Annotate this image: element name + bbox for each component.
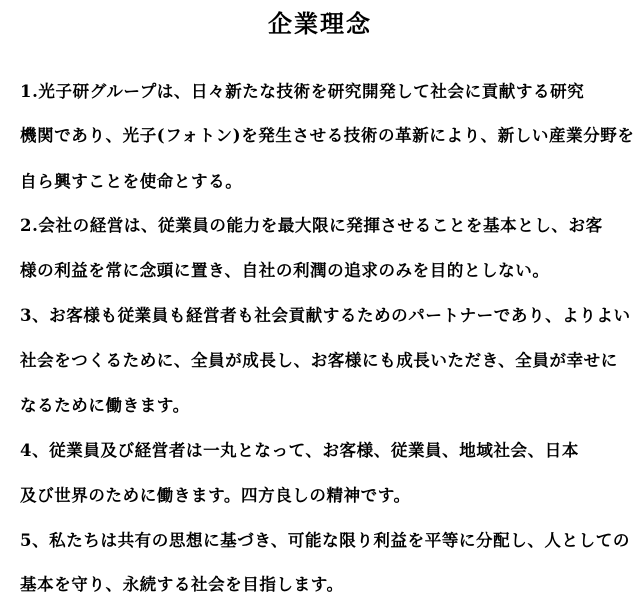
principle-5-line-2: 基本を守り、永続する社会を目指します。 xyxy=(20,575,344,594)
document-title: 企業理念 xyxy=(268,9,372,38)
principle-3-line-3: なるために働きます。 xyxy=(20,396,190,415)
principle-3-line-2: 社会をつくるために、全員が成長し、お客様にも成長いただき、全員が幸せに xyxy=(20,351,618,370)
principle-2-line-1: 2.会社の経営は、従業員の能力を最大限に発揮させることを基本とし、お客 xyxy=(20,216,603,235)
principle-1-line-2: 機関であり、光子(フォトン)を発生させる技術の革新により、新しい産業分野を xyxy=(20,126,635,145)
principle-3-line-1: 3、お客様も従業員も経営者も社会貢献するためのパートナーであり、よりよい xyxy=(20,306,631,325)
principle-2-line-2: 様の利益を常に念頭に置き、自社の利潤の追求のみを目的としない。 xyxy=(20,261,550,280)
principle-4-line-2: 及び世界のために働きます。四方良しの精神です。 xyxy=(20,486,411,505)
principle-5-line-1: 5、私たちは共有の思想に基づき、可能な限り利益を平等に分配し、人としての xyxy=(20,531,630,550)
principle-1-line-3: 自ら興すことを使命とする。 xyxy=(20,172,243,191)
principle-1-line-1: 1.光子研グループは、日々新たな技術を研究開発して社会に貢献する研究 xyxy=(20,82,585,101)
principle-4-line-1: 4、従業員及び経営者は一丸となって、お客様、従業員、地域社会、日本 xyxy=(20,441,579,460)
